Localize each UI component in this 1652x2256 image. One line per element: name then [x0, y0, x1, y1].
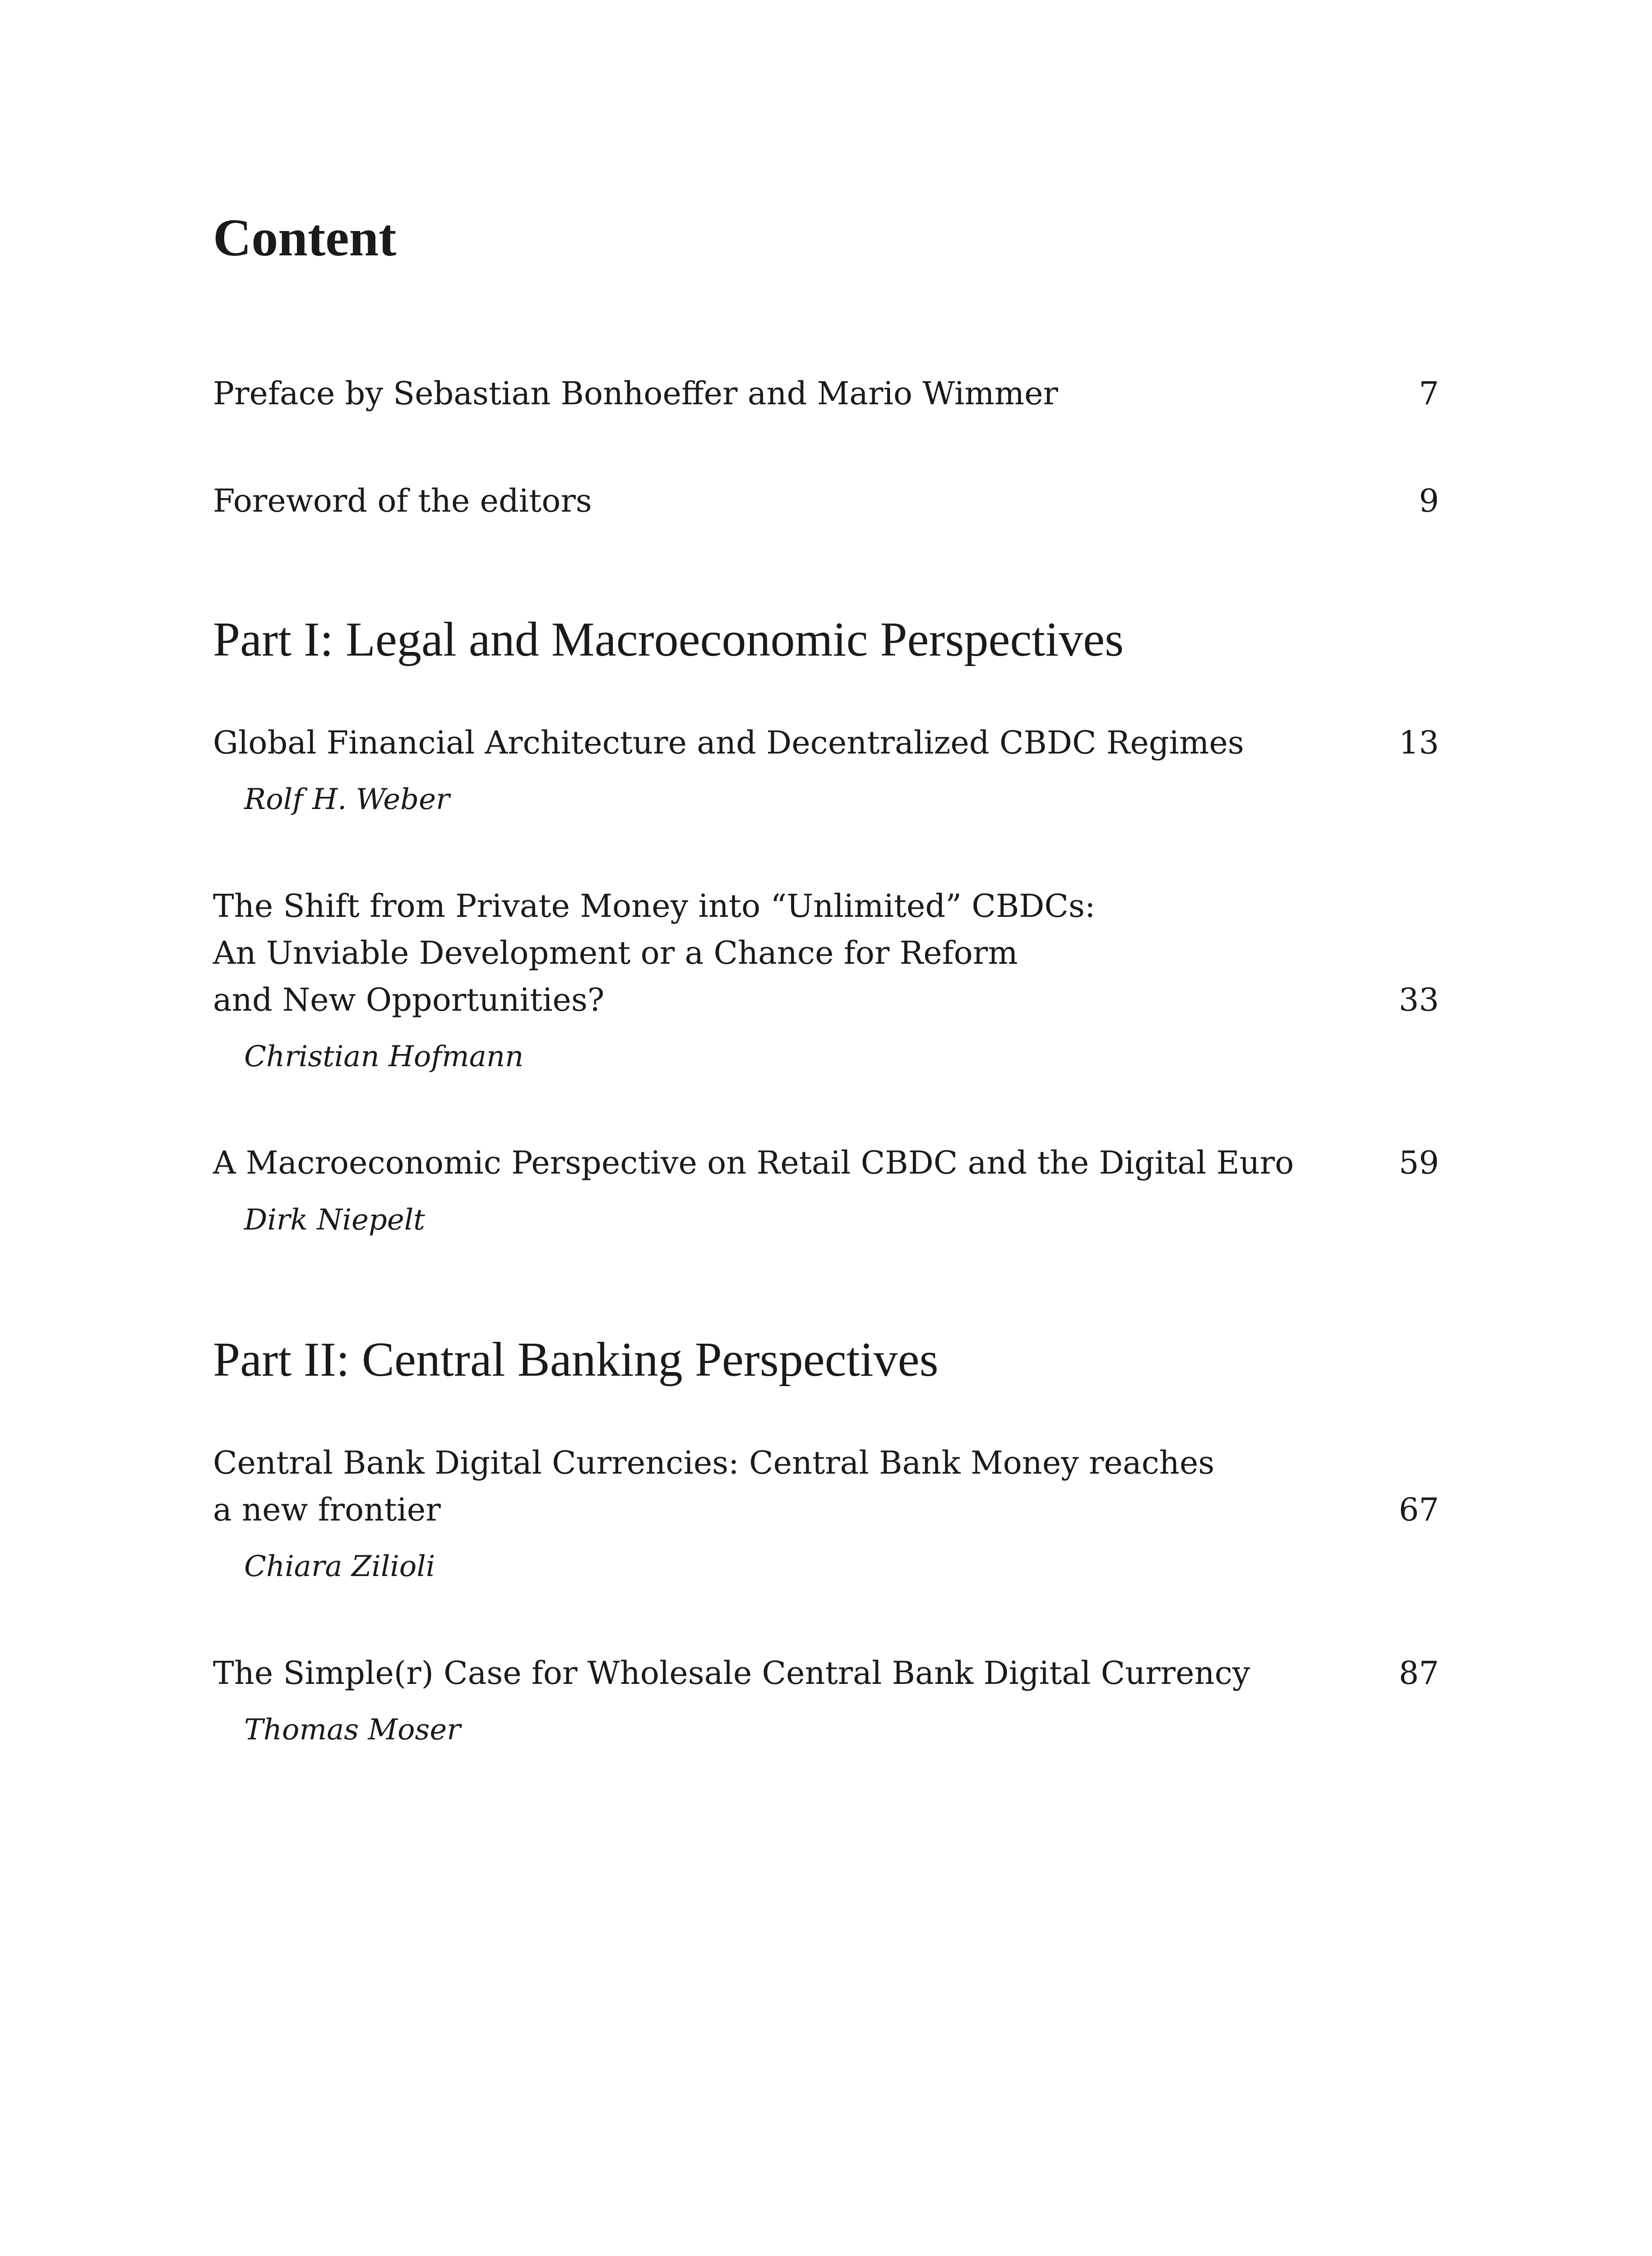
toc-entry[interactable]: [213, 1650, 1250, 1697]
toc-entry-author: Rolf H. Weber: [244, 783, 450, 816]
toc-entry-title: A Macroeconomic Perspective on Retail CBDC and the Digital Euro: [213, 1144, 1294, 1181]
toc-entry[interactable]: [213, 1439, 1214, 1533]
contents-heading: Content: [213, 208, 397, 267]
toc-entry[interactable]: [213, 883, 1095, 1023]
toc-entry-title-line: An Unviable Development or a Chance for Reform: [213, 934, 1018, 971]
toc-page-number: 33: [1398, 981, 1439, 1018]
toc-entry-author: Christian Hofmann: [244, 1040, 524, 1073]
toc-entry-author: Dirk Niepelt: [244, 1203, 425, 1237]
toc-entry-author: Thomas Moser: [244, 1713, 461, 1747]
toc-entry-title-line: a new frontier: [213, 1491, 441, 1528]
toc-entry-title: Preface by Sebastian Bonhoeffer and Mario Wimmer: [213, 375, 1059, 412]
toc-entry-title-line: Central Bank Digital Currencies: Central Bank Money reaches: [213, 1444, 1215, 1481]
toc-entry-author: Chiara Zilioli: [244, 1550, 435, 1583]
part-heading: Part II: Central Banking Perspectives: [213, 1333, 939, 1387]
toc-page-number: 7: [1419, 375, 1439, 412]
toc-entry-title-line: The Shift from Private Money into “Unlimited” CBDCs:: [213, 888, 1096, 925]
toc-page-number: 67: [1398, 1491, 1439, 1528]
toc-entry[interactable]: [213, 1139, 1294, 1186]
toc-page-number: 9: [1419, 482, 1439, 519]
toc-entry-foreword[interactable]: [213, 477, 592, 524]
part-heading: Part I: Legal and Macroeconomic Perspectives: [213, 613, 1124, 666]
toc-entry-title: The Simple(r) Case for Wholesale Central Bank Digital Currency: [213, 1655, 1250, 1692]
toc-entry-title-line: and New Opportunities?: [213, 981, 605, 1018]
toc-entry-title: Global Financial Architecture and Decentralized CBDC Regimes: [213, 724, 1244, 761]
toc-entry[interactable]: [213, 719, 1244, 766]
toc-page-number: 87: [1398, 1655, 1439, 1692]
toc-entry-title: Foreword of the editors: [213, 482, 592, 519]
toc-page-number: 59: [1398, 1144, 1439, 1181]
toc-entry-preface[interactable]: [213, 370, 1058, 417]
toc-page-number: 13: [1398, 724, 1439, 761]
